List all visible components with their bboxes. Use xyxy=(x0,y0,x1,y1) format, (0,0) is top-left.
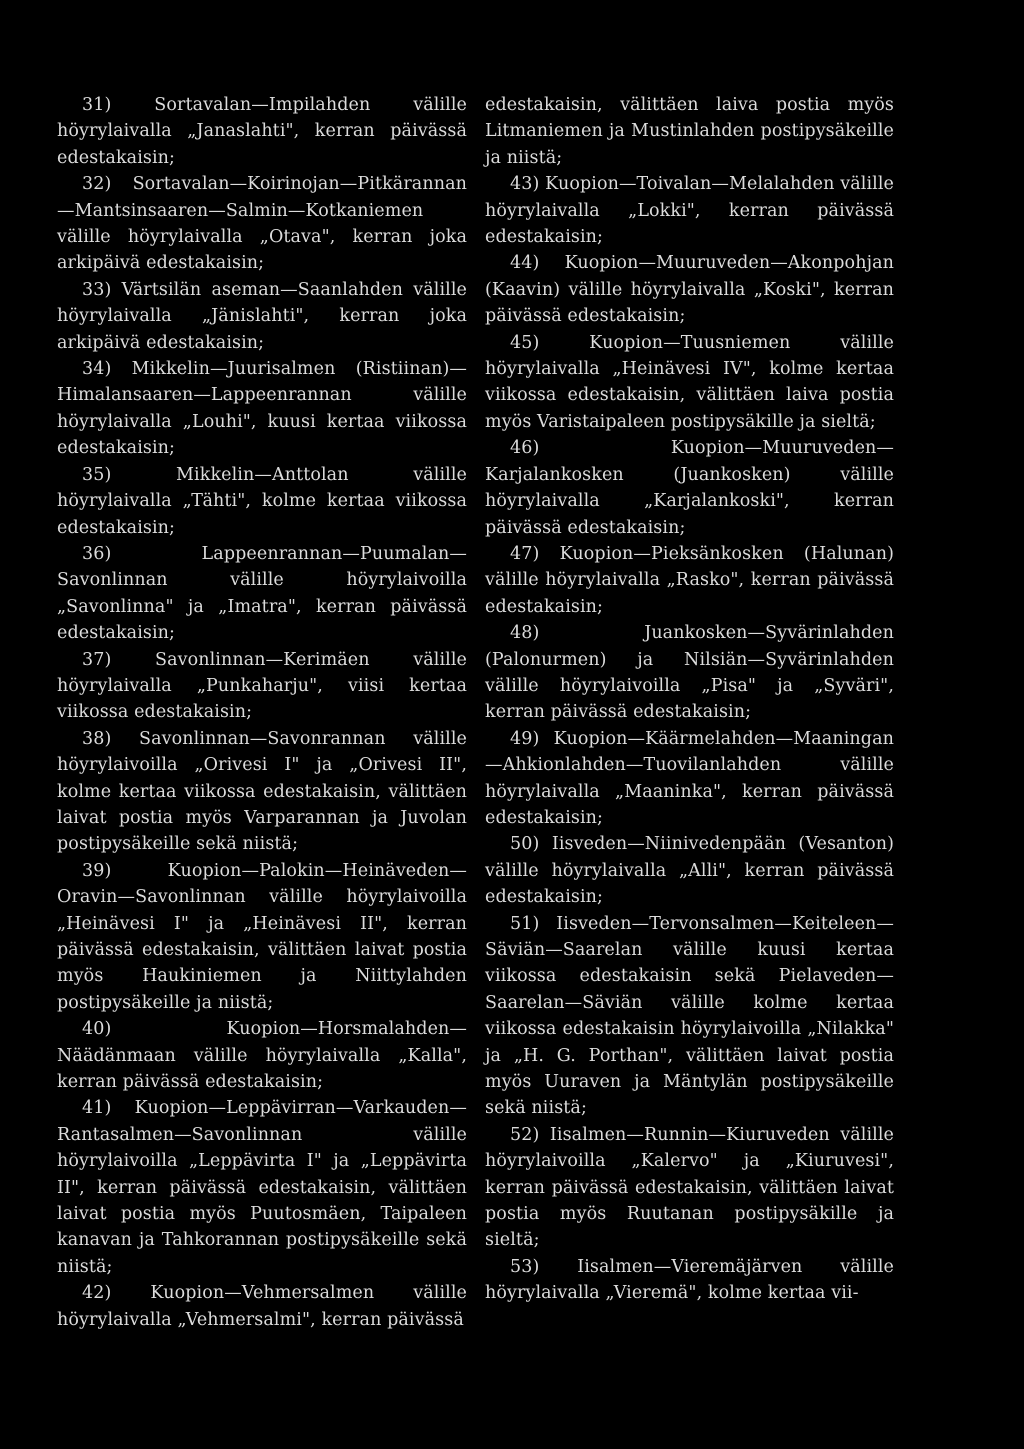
right-column xyxy=(485,92,894,1307)
entry-42: 42) Kuopion—Vehmersalmen välille höyrylaivalla „Vehmersalmi", kerran päivässä xyxy=(57,1283,467,1330)
entry-44: 44) Kuopion—Muuruveden—Akonpohjan (Kaavin) välille höyrylaivalla „Koski", kerran päivässä edestakaisin; xyxy=(485,253,894,327)
entry-31: 31) Sortavalan—Impilahden välille höyrylaivalla „Janaslahti", kerran päivässä edestakaisin; xyxy=(57,95,467,168)
entry-40: 40) Kuopion—Horsmalahden—Näädänmaan välille höyrylaivalla „Kalla", kerran päivässä edestakaisin; xyxy=(57,1019,467,1093)
entry-37: 37) Savonlinnan—Kerimäen välille höyrylaivalla „Punkaharju", viisi kertaa viikossa edestakaisin; xyxy=(57,649,467,723)
entry-51: 51) Iisveden—Tervonsalmen—Keiteleen—Säviän—Saarelan välille kuusi kertaa viikossa edestakaisin sekä Pielaveden—Saarelan—Säviän välille kolme kertaa viikossa edestakaisin höyrylaivoilla „Nilakka" ja „H. G. Porthan", välittäen laivat postia myös Uuraven ja Mäntylän postipysäkeille sekä niistä; xyxy=(485,913,894,1119)
entry-42-continued: edestakaisin, välittäen laiva postia myös Litmaniemen ja Mustinlahden postipysäkeille ja niistä; xyxy=(485,95,894,168)
entry-50: 50) Iisveden—Niinivedenpään (Vesanton) välille höyrylaivalla „Alli", kerran päivässä edestakaisin; xyxy=(485,834,894,908)
entry-39: 39) Kuopion—Palokin—Heinäveden—Oravin—Savonlinnan välille höyrylaivoilla „Heinävesi I" ja „Heinävesi II", kerran päivässä edestakaisin, välittäen laivat postia myös Haukiniemen ja Niittylahden postipysäkeille ja niistä; xyxy=(57,860,467,1013)
entry-49: 49) Kuopion—Käärmelahden—Maaningan—Ahkionlahden—Tuovilanlahden välille höyrylaivalla „Maaninka", kerran päivässä edestakaisin; xyxy=(485,728,894,828)
entry-34: 34) Mikkelin—Juurisalmen (Ristiinan)—Himalansaaren—Lappeenrannan välille höyrylaivalla „Louhi", kuusi kertaa viikossa edestakaisin; xyxy=(57,359,467,459)
entry-47: 47) Kuopion—Pieksänkosken (Halunan) välille höyrylaivalla „Rasko", kerran päivässä edestakaisin; xyxy=(485,543,894,617)
entry-53: 53) Iisalmen—Vieremäjärven välille höyrylaivalla „Vieremä", kolme kertaa vii- xyxy=(485,1256,894,1304)
left-column xyxy=(57,92,467,1333)
entry-41: 41) Kuopion—Leppävirran—Varkauden—Rantasalmen—Savonlinnan välille höyrylaivoilla „Leppävirta I" ja „Leppävirta II", kerran päivässä edestakaisin, välittäen laivat postia myös Puutosmäen, Taipaleen kanavan ja Tahkorannan postipysäkeille sekä niistä; xyxy=(57,1098,467,1277)
entry-46: 46) Kuopion—Muuruveden—Karjalankosken (Juankosken) välille höyrylaivalla „Karjalankoski", kerran päivässä edestakaisin; xyxy=(485,438,894,538)
entry-48: 48) Juankosken—Syvärinlahden (Palonurmen) ja Nilsiän—Syvärinlahden välille höyrylaivoilla „Pisa" ja „Syväri", kerran päivässä edestakaisin; xyxy=(485,623,894,723)
entry-36: 36) Lappeenrannan—Puumalan—Savonlinnan välille höyrylaivoilla „Savonlinna" ja „Imatra", kerran päivässä edestakaisin; xyxy=(57,543,467,644)
entry-32: 32) Sortavalan—Koirinojan—Pitkärannan—Mantsinsaaren—Salmin—Kotkaniemen välille höyrylaivalla „Otava", kerran joka arkipäivä edestakaisin; xyxy=(57,174,467,274)
entry-35: 35) Mikkelin—Anttolan välille höyrylaivalla „Tähti", kolme kertaa viikossa edestakaisin; xyxy=(57,464,467,538)
entry-52: 52) Iisalmen—Runnin—Kiuruveden välille höyrylaivoilla „Kalervo" ja „Kiuruvesi", kerran päivässä edestakaisin, välittäen laivat postia myös Ruutanan postipysäkille ja sieltä; xyxy=(485,1124,894,1251)
entry-43: 43) Kuopion—Toivalan—Melalahden välille höyrylaivalla „Lokki", kerran päivässä edestakaisin; xyxy=(485,174,894,248)
entry-38: 38) Savonlinnan—Savonrannan välille höyrylaivoilla „Orivesi I" ja „Orivesi II", kolme kertaa viikossa edestakaisin, välittäen laivat postia myös Varparannan ja Juvolan postipysäkeille sekä niistä; xyxy=(57,728,467,855)
entry-33: 33) Värtsilän aseman—Saanlahden välille höyrylaivalla „Jänislahti", kerran joka arkipäivä edestakaisin; xyxy=(57,279,467,353)
entry-45: 45) Kuopion—Tuusniemen välille höyrylaivalla „Heinävesi IV", kolme kertaa viikossa edestakaisin, välittäen laiva postia myös Varistaipaleen postipysäkille ja sieltä; xyxy=(485,332,894,432)
